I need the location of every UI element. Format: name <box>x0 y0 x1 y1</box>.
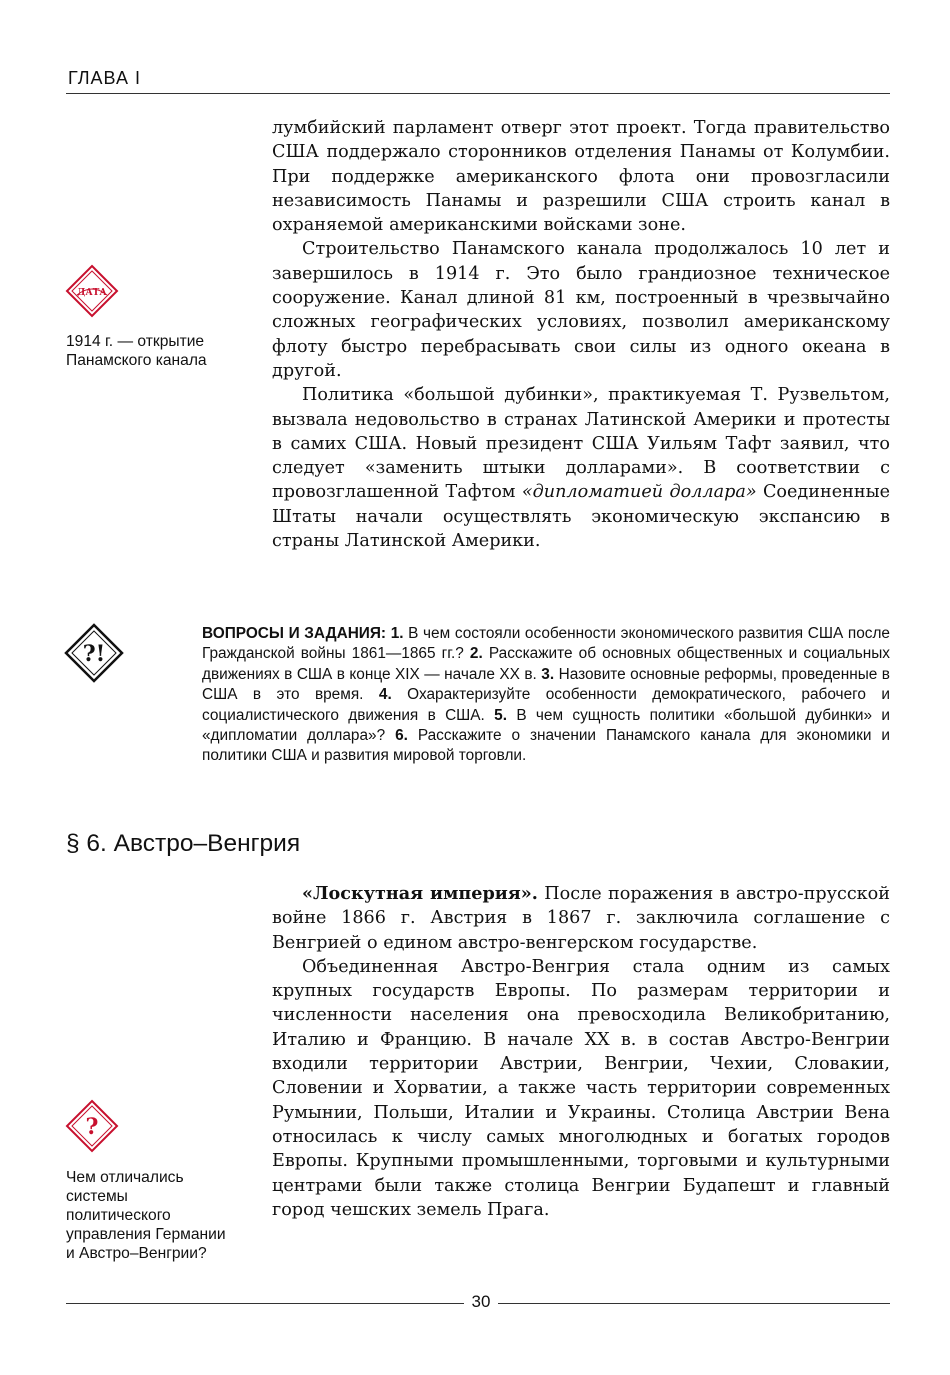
footer-divider-left <box>66 1303 464 1304</box>
question-number: 5. <box>494 706 507 724</box>
header-divider <box>66 93 890 94</box>
svg-text:?: ? <box>85 1114 99 1140</box>
question-text: Расскажите о значении Панамского канала для экономики и политики США и развития мировой торговли. <box>202 727 890 765</box>
question-text: В чем сущность политики «большой дубинки» и «дипломатии доллара»? <box>202 706 890 745</box>
footer-divider-right <box>498 1303 890 1304</box>
questions-icon <box>63 622 125 684</box>
text-run: Политика «большой дубинки», практикуемая Т. Рузвельтом, вызвала недовольство в странах Латинской Америки и протесты в самих США. Новый президент США Уильям Тафт заявил, что следует «заменить штыки долларами». В соответствии с провозглашенной Тафтом <box>272 385 890 503</box>
question-text: Расскажите об основных общественных и социальных движениях в США в конце XIX — начале XX в. <box>202 645 890 683</box>
question-text: Охарактеризуйте особенности демократического, рабочего и социалистического движения в США. <box>202 686 891 724</box>
main-text-bottom <box>272 882 890 1222</box>
question-number: 1. <box>390 625 404 642</box>
question-number: 3. <box>541 665 555 683</box>
paragraph: лумбийский парламент отверг этот проект. Тогда правительство США поддержало сторонников отделения Панамы от Колумбии. При поддержке американского флота они провозгласили независимость Панамы и разрешили США строить канал в охраняемой американскими войсками зоне. <box>272 118 890 236</box>
question-text: Назовите основные реформы, проведенные в США в это время. <box>202 665 890 704</box>
date-note: 1914 г. — открытие Панамского канала <box>66 333 207 369</box>
date-icon <box>65 264 119 318</box>
questions-heading: ВОПРОСЫ И ЗАДАНИЯ: <box>202 625 387 642</box>
question-text: В чем состояли особенности экономического развития США после Гражданской войны 1861—1865 гг.? <box>202 625 890 663</box>
paragraph: Объединенная Австро-Венгрия стала одним из самых крупных государств Европы. По размерам территории и численности населения она превосходила Великобританию, Италию и Францию. В начале XX в. в состав Австро-Венгрии входили территории Австрии, Венгрии, Чехии, Словакии, Словении и Хорватии, а также часть территории современных Румынии, Польши, Италии и Украины. Столица Австрии Вена относилась к числу самых многолюдных и богатых городов Европы. Крупными промышленными, торговыми и культурными центрами были также столица Венгрии Будапешт и главный город чешских земель Прага. <box>272 956 890 1220</box>
subheading-patchwork-empire: «Лоскутная империя». <box>302 883 538 904</box>
questions-block <box>202 624 890 767</box>
paragraph: Строительство Панамского канала продолжалось 10 лет и завершилось в 1914 г. Это было грандиозное техническое сооружение. Канал длиной 81 км, построенный в чрезвычайно сложных географических условиях, позволил американскому флоту быстро перебрасывать свои силы из одного океана в другой. <box>272 239 890 381</box>
chapter-label: ГЛАВА I <box>68 68 141 88</box>
text-run: Соединенные Штаты начали осуществлять экономическую экспансию в страны Латинской Америки. <box>272 482 890 552</box>
section-title: § 6. Австро–Венгрия <box>66 830 301 857</box>
svg-text:ДАТА: ДАТА <box>77 288 107 298</box>
paragraph <box>272 383 890 553</box>
question-number: 2. <box>469 645 483 663</box>
question-number: 4. <box>378 686 392 704</box>
text-run: После поражения в австро-прусской войне 1866 г. Австрия в 1867 г. заключила соглашение с Венгрией о едином австро-венгерском государстве. <box>272 884 890 953</box>
question-icon <box>65 1099 119 1153</box>
page-number: 30 <box>471 1292 491 1311</box>
question-note: Чем отличались системы политического управления Германии и Австро–Венгрии? <box>66 1169 226 1262</box>
question-number: 6. <box>395 727 408 745</box>
term-dollar-diplomacy: «дипломатией доллара» <box>521 482 757 503</box>
main-text-top <box>272 116 890 553</box>
paragraph <box>272 882 890 955</box>
svg-text:?!: ?! <box>82 641 106 667</box>
